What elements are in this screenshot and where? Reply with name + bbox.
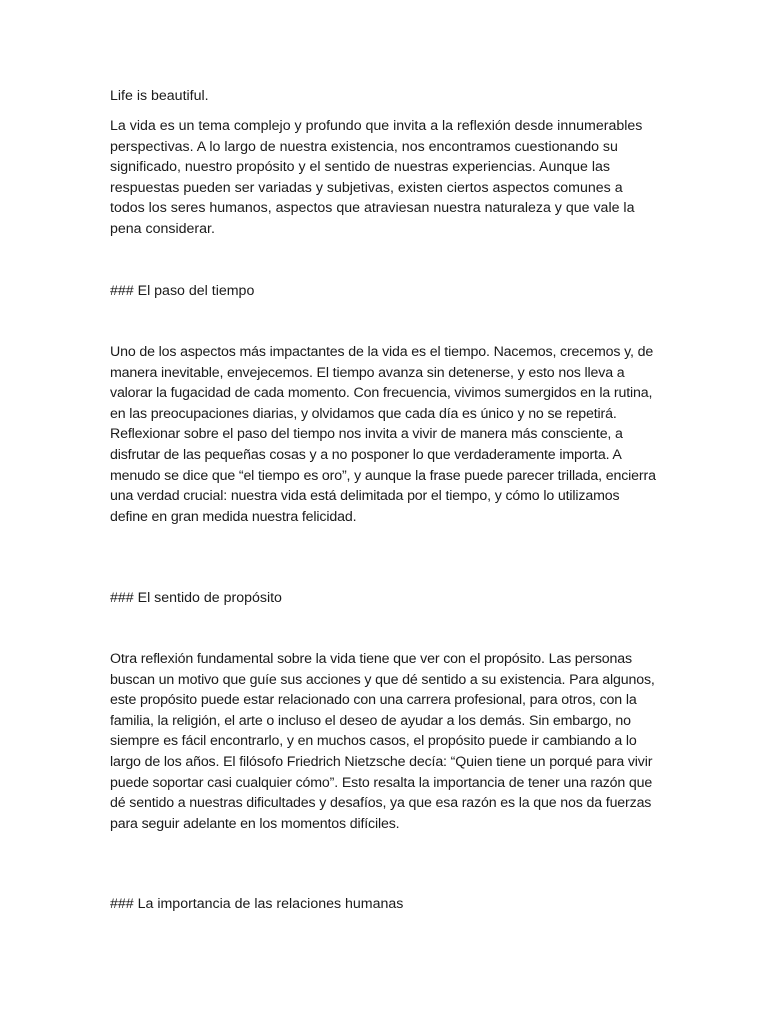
section-body-time: Uno de los aspectos más impactantes de la vida es el tiempo. Nacemos, crecemos y, de manera inevitable, envejecemos. El tiempo avanza sin detenerse, y esto nos lleva a valorar la fugacidad de cada momento. Con frecuencia, vivimos sumergidos en la rutina, en las preocupaciones diarias, y olvidamos que cada día es único y no se repetirá. Reflexionar sobre el paso del tiempo nos invita a vivir de manera más consciente, a disfrutar de las pequeñas cosas y a no posponer lo que verdaderamente importa. A menudo se dice que “el tiempo es oro”, y aunque la frase puede parecer trillada, encierra una verdad crucial: nuestra vida está delimitada por el tiempo, y cómo lo utilizamos define en gran medida nuestra felicidad. <box>110 344 656 525</box>
intro-paragraph: La vida es un tema complejo y profundo que invita a la reflexión desde innumerables perspectivas. A lo largo de nuestra existencia, nos encontramos cuestionando su significado, nuestro propósito y el sentido de nuestras experiencias. Aunque las respuestas pueden ser variadas y subjetivas, existen ciertos aspectos comunes a todos los seres humanos, aspectos que atraviesan nuestra naturaleza y que vale la pena considerar. <box>110 118 643 237</box>
section-heading-time: ### El paso del tiempo <box>110 283 255 299</box>
intro-line: Life is beautiful. <box>110 88 209 104</box>
section-heading-purpose: ### El sentido de propósito <box>110 590 282 606</box>
section-heading-relationships: ### La importancia de las relaciones humanas <box>110 896 404 912</box>
section-body-purpose: Otra reflexión fundamental sobre la vida tiene que ver con el propósito. Las personas buscan un motivo que guíe sus acciones y que dé sentido a su existencia. Para algunos, este propósito puede estar relacionado con una carrera profesional, para otros, con la familia, la religión, el arte o incluso el deseo de ayudar a los demás. Sin embargo, no siempre es fácil encontrarlo, y en muchos casos, el propósito puede ir cambiando a lo largo de los años. El filósofo Friedrich Nietzsche decía: “Quien tiene un porqué para vivir puede soportar casi cualquier cómo”. Esto resalta la importancia de tener una razón que dé sentido a nuestras dificultades y desafíos, ya que esa razón es la que nos da fuerzas para seguir adelante en los momentos difíciles. <box>110 651 655 832</box>
